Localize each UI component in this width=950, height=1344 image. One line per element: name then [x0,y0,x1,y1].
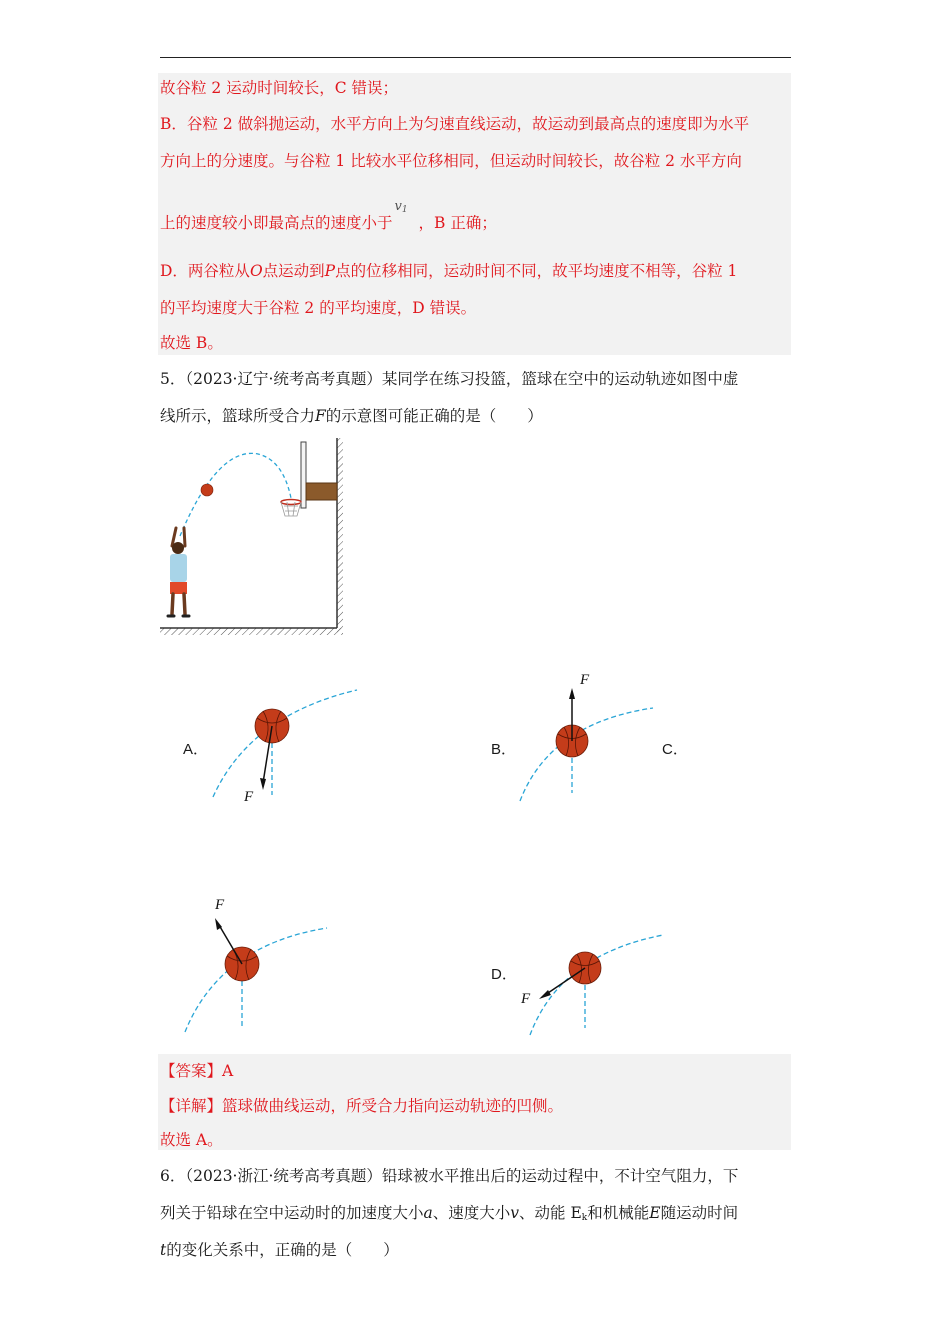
detail-line: 【详解】篮球做曲线运动，所受合力指向运动轨迹的凹侧。 [160,1097,564,1115]
basketball [201,484,213,496]
force-label-d: F [521,991,531,1007]
q6-stem-line-2: 列关于铅球在空中运动时的加速度大小a、速度大小v、动能 $E_k$和机械能E随运动时间 [160,1204,739,1223]
q6-stem-line-1: 6．（2023·浙江·统考高考真题）铅球被水平推出后的运动过程中，不计空气阻力，下 [160,1167,739,1185]
q6-stem-line-3: t的变化关系中，正确的是（ ） [160,1241,399,1259]
header-rule [160,57,791,58]
trajectory [180,453,291,536]
player [168,528,189,616]
option-c-label[interactable]: C． [662,741,688,758]
option-a-label[interactable]: A． [183,741,209,758]
hoop-bracket [306,483,337,500]
force-label-b: F [580,672,590,688]
analysis-line-3: 方向上的分速度。与谷粒 1 比较水平位移相同，但运动时间较长，故谷粒 2 水平方向 [160,152,742,170]
analysis-line-4-post: ，B 正确； [418,214,497,232]
option-b-label[interactable]: B． [491,741,517,758]
analysis-line-5: D．两谷粒从O点运动到P点的位移相同，运动时间不同，故平均速度不相等，谷粒 1 [160,262,738,280]
answer-line: 【答案】A [160,1062,234,1080]
option-d-label[interactable]: D． [491,966,517,983]
option-c-figure[interactable] [175,890,335,1035]
force-label-c: F [215,897,225,913]
analysis-line-2: B．谷粒 2 做斜抛运动，水平方向上为匀速直线运动，故运动到最高点的速度即为水平 [160,115,750,133]
backboard [301,442,306,508]
wall-hatch [337,438,343,634]
analysis-line-7: 故选 B。 [160,334,223,352]
v1-symbol: $v_1$ [394,199,408,215]
conclusion-line: 故选 A。 [160,1131,223,1149]
option-d-figure[interactable] [515,925,675,1040]
q5-stem-line-1: 5．（2023·辽宁·统考高考真题）某同学在练习投篮，篮球在空中的运动轨迹如图中虚 [160,370,739,388]
rim [281,500,301,505]
option-b-figure[interactable] [510,668,660,808]
option-a-figure[interactable] [205,680,365,810]
q5-stem-line-2: 线所示，篮球所受合力F的示意图可能正确的是（ ） [160,407,543,425]
ground-hatch [160,628,343,635]
basketball-scene-figure [158,436,348,642]
analysis-line-6: 的平均速度大于谷粒 2 的平均速度，D 错误。 [160,299,477,317]
analysis-line-4 [160,199,497,233]
force-label-a: F [244,789,254,805]
analysis-line-4-pre: 上的速度较小即最高点的速度小于 [160,214,393,232]
analysis-line-1: 故谷粒 2 运动时间较长，C 错误； [160,79,399,97]
